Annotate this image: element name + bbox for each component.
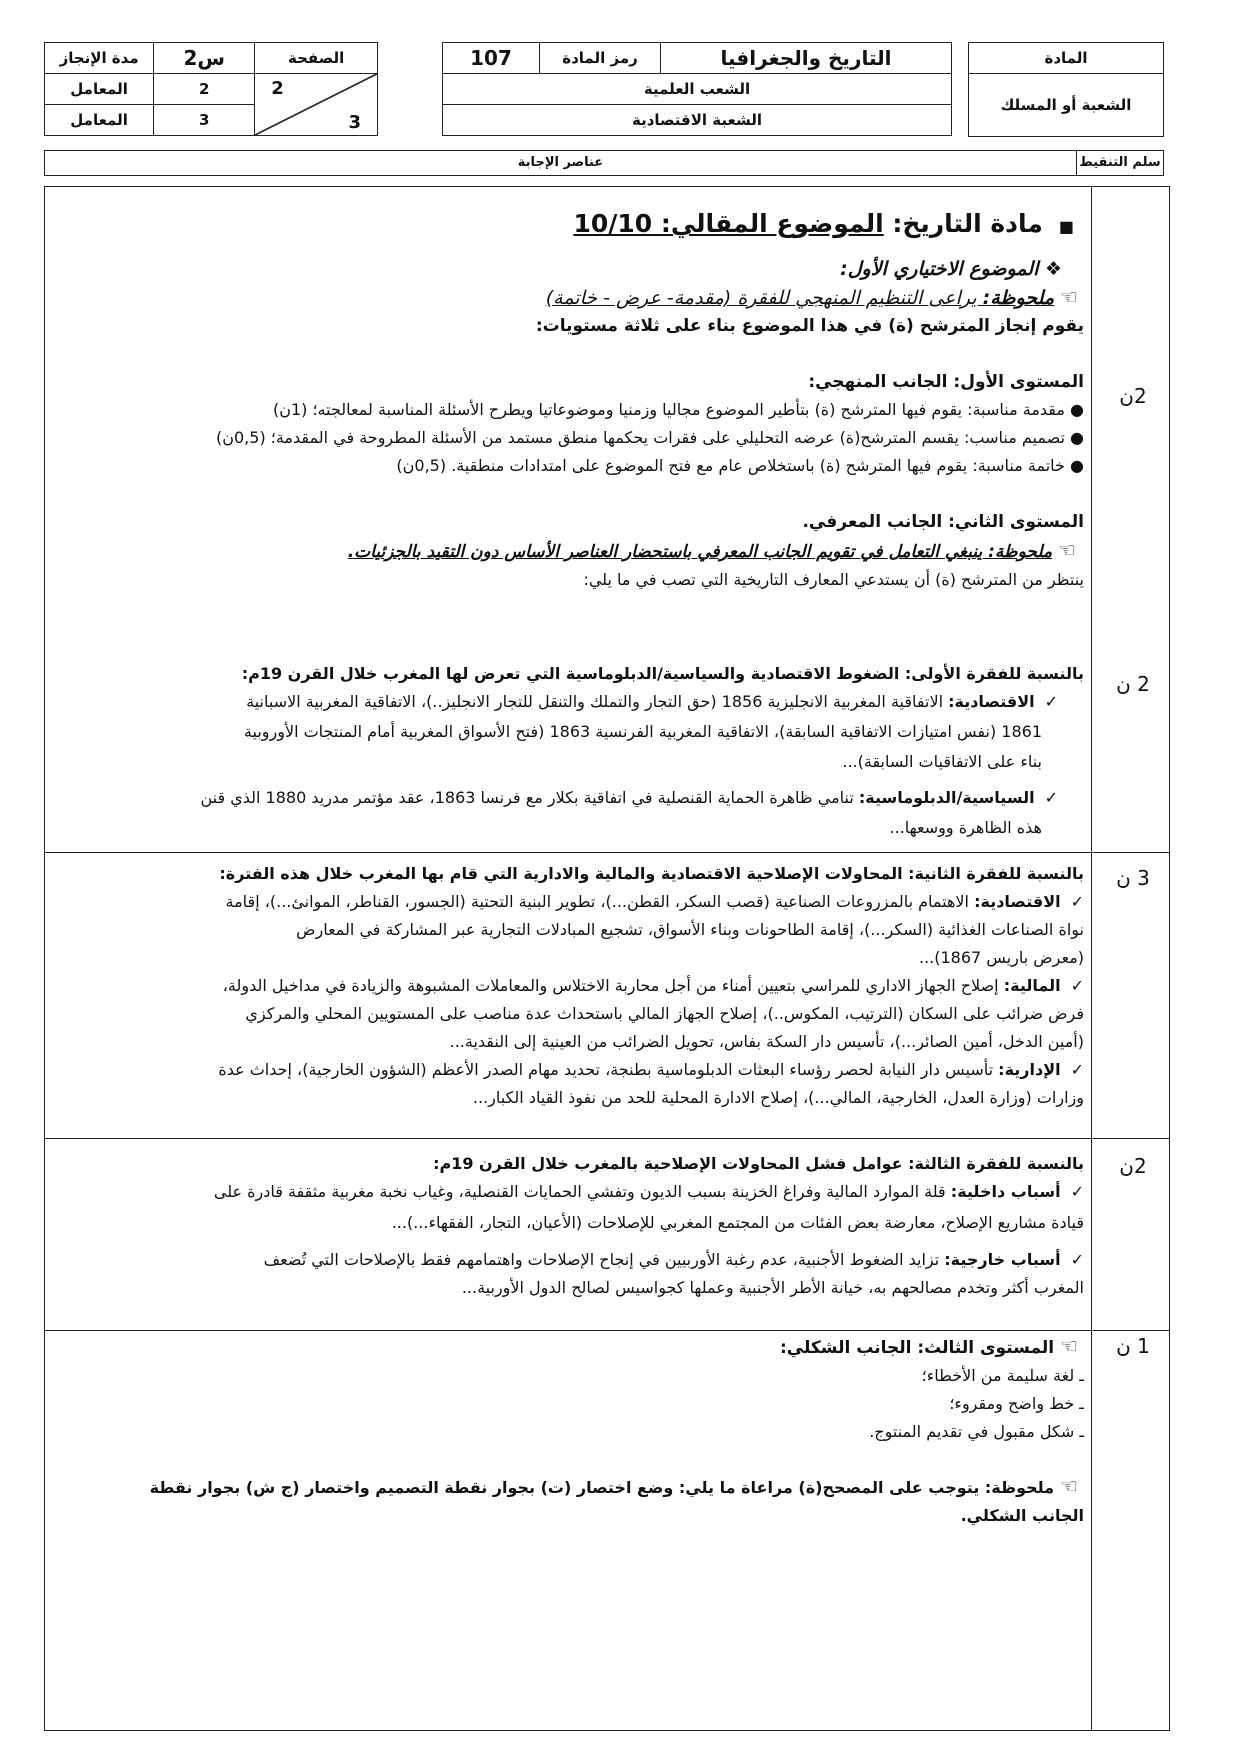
section-form	[52, 1332, 1084, 1530]
para1-pol-label: السياسية/الدبلوماسية:	[858, 788, 1035, 807]
header-right-table	[968, 42, 1164, 137]
pointing-hand-icon: ☜	[1060, 1334, 1078, 1358]
para1-pol	[52, 784, 1084, 812]
code-label: رمز المادة	[540, 43, 661, 74]
section-para3	[52, 1150, 1084, 1302]
main-title-prefix: مادة التاريخ:	[883, 209, 1043, 238]
check-icon: ✓	[1070, 1182, 1084, 1201]
subject-label: المادة	[969, 43, 1164, 74]
note-1-label: ملحوظة:	[982, 287, 1055, 309]
grading-scale-label: سلم التنقيط	[1076, 151, 1163, 175]
divider-2	[44, 1138, 1170, 1139]
note-3-line2: الجانب الشكلي.	[960, 1506, 1084, 1525]
levels-intro: يقوم إنجاز المترشح (ة) في هذا الموضوع بناء على ثلاثة مستويات:	[535, 316, 1084, 336]
para2-econ-line1: الاهتمام بالمزروعات الصناعية (قصب السكر، القطن...)، تطوير البنية التحتية (الجسور، القناطر، الموانئ...)، إقامة	[225, 892, 975, 911]
divider-3	[44, 1330, 1170, 1331]
para2-econ-line3: (معرض باريس 1867)...	[919, 948, 1084, 967]
note-1	[52, 283, 1084, 312]
page-label: الصفحة	[255, 43, 378, 74]
score-level1: 2ن	[1119, 384, 1147, 408]
branch-1: الشعب العلمية	[443, 74, 952, 105]
para1-pol-line2: هذه الظاهرة ووسعها...	[889, 818, 1042, 837]
para3-internal-line2: قيادة مشاريع الإصلاح، معارضة بعض الفئات من المجتمع المغربي للإصلاحات (الأعيان، التجار، الفقهاء...)...	[391, 1213, 1084, 1232]
divider-1	[44, 852, 1170, 853]
level1-item-1: ● مقدمة مناسبة: يقوم فيها المترشح (ة) بتأطير الموضوع مجاليا وزمنيا وموضوعاتيا ويطرح الأسئلة المناسبة لمعالجته؛ (1ن)	[272, 400, 1084, 419]
score-para1: 2 ن	[1116, 672, 1150, 696]
para3-internal-line1: قلة الموارد المالية وفراغ الخزينة بسبب الديون وتفشي الحمايات القنصلية، وغياب نخبة مغربية مثقفة قادرة على	[213, 1182, 951, 1201]
pointing-hand-icon: ☜	[1060, 285, 1078, 309]
level2-title: المستوى الثاني: الجانب المعرفي.	[802, 512, 1084, 532]
para2-fin-label: المالية:	[1003, 976, 1061, 995]
para3-title: بالنسبة للفقرة الثالثة: عوامل فشل المحاولات الإصلاحية بالمغرب خلال القرن 19م:	[433, 1154, 1084, 1173]
para2-fin-line2: فرض ضرائب على السكان (الترتيب، المكوس..)، إصلاح الجهاز المالي باستحداث عدة مناصب على المستويين المحلي والمركزي	[245, 1004, 1084, 1023]
topic-title: ❖ الموضوع الاختياري الأول:	[840, 258, 1062, 280]
grading-header	[44, 150, 1164, 176]
page-total: 3	[348, 112, 361, 133]
level1-item-1-text: مقدمة مناسبة: يقوم فيها المترشح (ة) بتأطير الموضوع مجاليا وزمنيا وموضوعاتيا ويطرح الأسئلة المناسبة لمعالجته؛ (1ن)	[272, 400, 1065, 419]
para1-econ-label: الاقتصادية:	[948, 692, 1035, 711]
para2-econ	[52, 888, 1084, 916]
main-title: ■مادة التاريخ: الموضوع المقالي: 10/10	[573, 209, 1074, 238]
note-3	[52, 1472, 1084, 1502]
note-3-label: ملحوظة:	[984, 1478, 1055, 1497]
note-2-text: ينبغي التعامل في تقويم الجانب المعرفي باستحضار العناصر الأساس دون التقيد بالجزئيات.	[347, 542, 989, 562]
note-3-line1: يتوجب على المصحح(ة) مراعاة ما يلي: وضع اختصار (ت) بجوار نقطة التصميم واختصار (ج ش) بجوار نقطة	[149, 1478, 985, 1497]
level1-item-2-text: تصميم مناسب: يقسم المترشح(ة) عرضه التحليلي على فقرات يحكمها منطق مستمد من الأسئلة المطروحة في المقدمة؛ (0,5ن)	[215, 428, 1065, 447]
level1-item-2: ● تصميم مناسب: يقسم المترشح(ة) عرضه التحليلي على فقرات يحكمها منطق مستمد من الأسئلة المطروحة في المقدمة؛ (0,5ن)	[215, 428, 1084, 447]
para3-external-line2: المغرب أكثر وتخدم مصالحهم به، خيانة الأطر الأجنبية وعملها كجواسيس لصالح الدول الأوربية...	[461, 1278, 1084, 1297]
para3-internal	[52, 1178, 1084, 1206]
para1-title: بالنسبة للفقرة الأولى: الضغوط الاقتصادية والسياسية/الدبلوماسية التي تعرض لها المغرب خلال القرن 19م:	[241, 664, 1084, 683]
para3-internal-label: أسباب داخلية:	[950, 1182, 1061, 1201]
check-icon: ✓	[1070, 976, 1084, 995]
main-title-score: الموضوع المقالي: 10/10	[573, 209, 884, 238]
score-para2: 3 ن	[1116, 866, 1150, 890]
section-para2	[52, 860, 1084, 1112]
level3-item-2: ـ خط واضح ومقروء؛	[949, 1394, 1084, 1413]
level3-title	[52, 1332, 1084, 1362]
coef-value-1: 2	[154, 74, 255, 105]
para2-adm-line1: تأسيس دار النيابة لحصر رؤساء البعثات الدبلوماسية بطنجة، تحديد مهام الصدر الأعظم (الشؤون الخارجية)، إحداث عدة	[218, 1060, 999, 1079]
check-icon: ✓	[1070, 1060, 1084, 1079]
para1-econ	[52, 688, 1084, 716]
para2-econ-line2: نواة الصناعات الغذائية (السكر...)، إقامة الطاحونات وبناء الأسواق، تشجيع المبادلات التجارية عبر المشاركة في المعارض	[296, 920, 1084, 939]
check-icon: ✓	[1070, 892, 1084, 911]
check-icon: ✓	[1070, 1250, 1084, 1269]
para2-econ-label: الاقتصادية:	[974, 892, 1061, 911]
branch-label: الشعبة أو المسلك	[969, 74, 1164, 137]
level3-title-text: المستوى الثالث: الجانب الشكلي:	[779, 1338, 1055, 1358]
check-icon: ✓	[1044, 692, 1058, 711]
note-2-label: ملحوظة:	[988, 542, 1053, 562]
level3-item-3: ـ شكل مقبول في تقديم المنتوج.	[869, 1422, 1084, 1441]
para3-external-line1: تزايد الضغوط الأجنبية، عدم رغبة الأوربيين في إنجاح الإصلاحات واهتمامهم فقط بالإصلاحات التي تُضعف	[263, 1250, 945, 1269]
note-2	[52, 536, 1084, 566]
para3-external	[52, 1246, 1084, 1274]
code-value: 107	[443, 43, 540, 74]
note-1-text: يراعى التنظيم المنهجي للفقرة (مقدمة- عرض - خاتمة)	[545, 287, 983, 309]
duration-value: 2س	[154, 43, 255, 74]
para2-fin-line3: (أمين الدخل، أمين الصائر...)، تأسيس دار السكة بفاس، تحويل الضرائب من العينية إلى النقدية...	[449, 1032, 1084, 1051]
answer-elements-label: عناصر الإجابة	[517, 155, 604, 170]
check-icon: ✓	[1044, 788, 1058, 807]
duration-label: مدة الإنجاز	[45, 43, 154, 74]
header-left-table	[44, 42, 378, 136]
para2-fin-line1: إصلاح الجهاز الاداري للمراسي بتعيين أمناء من أجل محاربة الاختلاس والمعاملات المشبوهة والزيادة في مداخيل الدولة،	[222, 976, 1004, 995]
pointing-hand-icon: ☜	[1060, 1474, 1078, 1498]
para2-adm-line2: وزارات (وزارة العدل، الخارجية، المالي...)، إصلاح الادارة المحلية للحد من نفوذ القياد الكبار...	[472, 1088, 1084, 1107]
section-methodology	[52, 210, 1084, 594]
coef-label-1: المعامل	[45, 74, 154, 105]
score-level3: 1 ن	[1116, 1334, 1150, 1358]
para2-title: بالنسبة للفقرة الثانية: المحاولات الإصلاحية الاقتصادية والمالية والادارية التي قام بها المغرب خلال هذه الفترة:	[219, 864, 1084, 883]
page-number: 2	[271, 78, 284, 99]
para3-external-label: أسباب خارجية:	[944, 1250, 1061, 1269]
level2-intro: ينتظر من المترشح (ة) أن يستدعي المعارف التاريخية التي تصب في ما يلي:	[583, 570, 1084, 589]
level1-item-3-text: خاتمة مناسبة: يقوم فيها المترشح (ة) باستخلاص عام مع فتح الموضوع على امتدادات منطقية. (0,5ن)	[396, 456, 1065, 475]
para1-econ-line2: 1861 (نفس امتيازات الاتفاقية السابقة)، الاتفاقية المغربية الفرنسية 1863 (فتح الأسواق المغربية أمام المنتجات الأوروبية	[243, 722, 1042, 741]
para2-adm	[52, 1056, 1084, 1084]
level1-item-3: ● خاتمة مناسبة: يقوم فيها المترشح (ة) باستخلاص عام مع فتح الموضوع على امتدادات منطقية. (0,5ن)	[396, 456, 1084, 475]
coef-label-2: المعامل	[45, 105, 154, 136]
para1-econ-line1: الاتفاقية المغربية الانجليزية 1856 (حق التجار والتملك والتنقل للتجار الانجليز..)، الاتفاقية المغربية الاسبانية	[246, 692, 949, 711]
level3-item-1: ـ لغة سليمة من الأخطاء؛	[921, 1366, 1084, 1385]
header-middle-table	[442, 42, 952, 136]
branch-2: الشعبة الاقتصادية	[443, 105, 952, 136]
para1-econ-line3: بناء على الاتفاقيات السابقة)...	[842, 752, 1042, 771]
score-column-divider	[1091, 186, 1092, 1731]
section-para1	[52, 660, 1084, 844]
coef-value-2: 3	[154, 105, 255, 136]
level1-title: المستوى الأول: الجانب المنهجي:	[808, 372, 1084, 392]
subject-name: التاريخ والجغرافيا	[661, 43, 952, 74]
pointing-hand-icon: ☜	[1058, 538, 1076, 562]
page-number-cell	[255, 74, 378, 136]
score-para3: 2ن	[1119, 1154, 1147, 1178]
para2-adm-label: الإدارية:	[998, 1060, 1061, 1079]
para1-pol-line1: تنامي ظاهرة الحماية القنصلية في اتفاقية بكلار مع فرنسا 1863، عقد مؤتمر مدريد 1880 الذي قنن	[200, 788, 859, 807]
para2-fin	[52, 972, 1084, 1000]
